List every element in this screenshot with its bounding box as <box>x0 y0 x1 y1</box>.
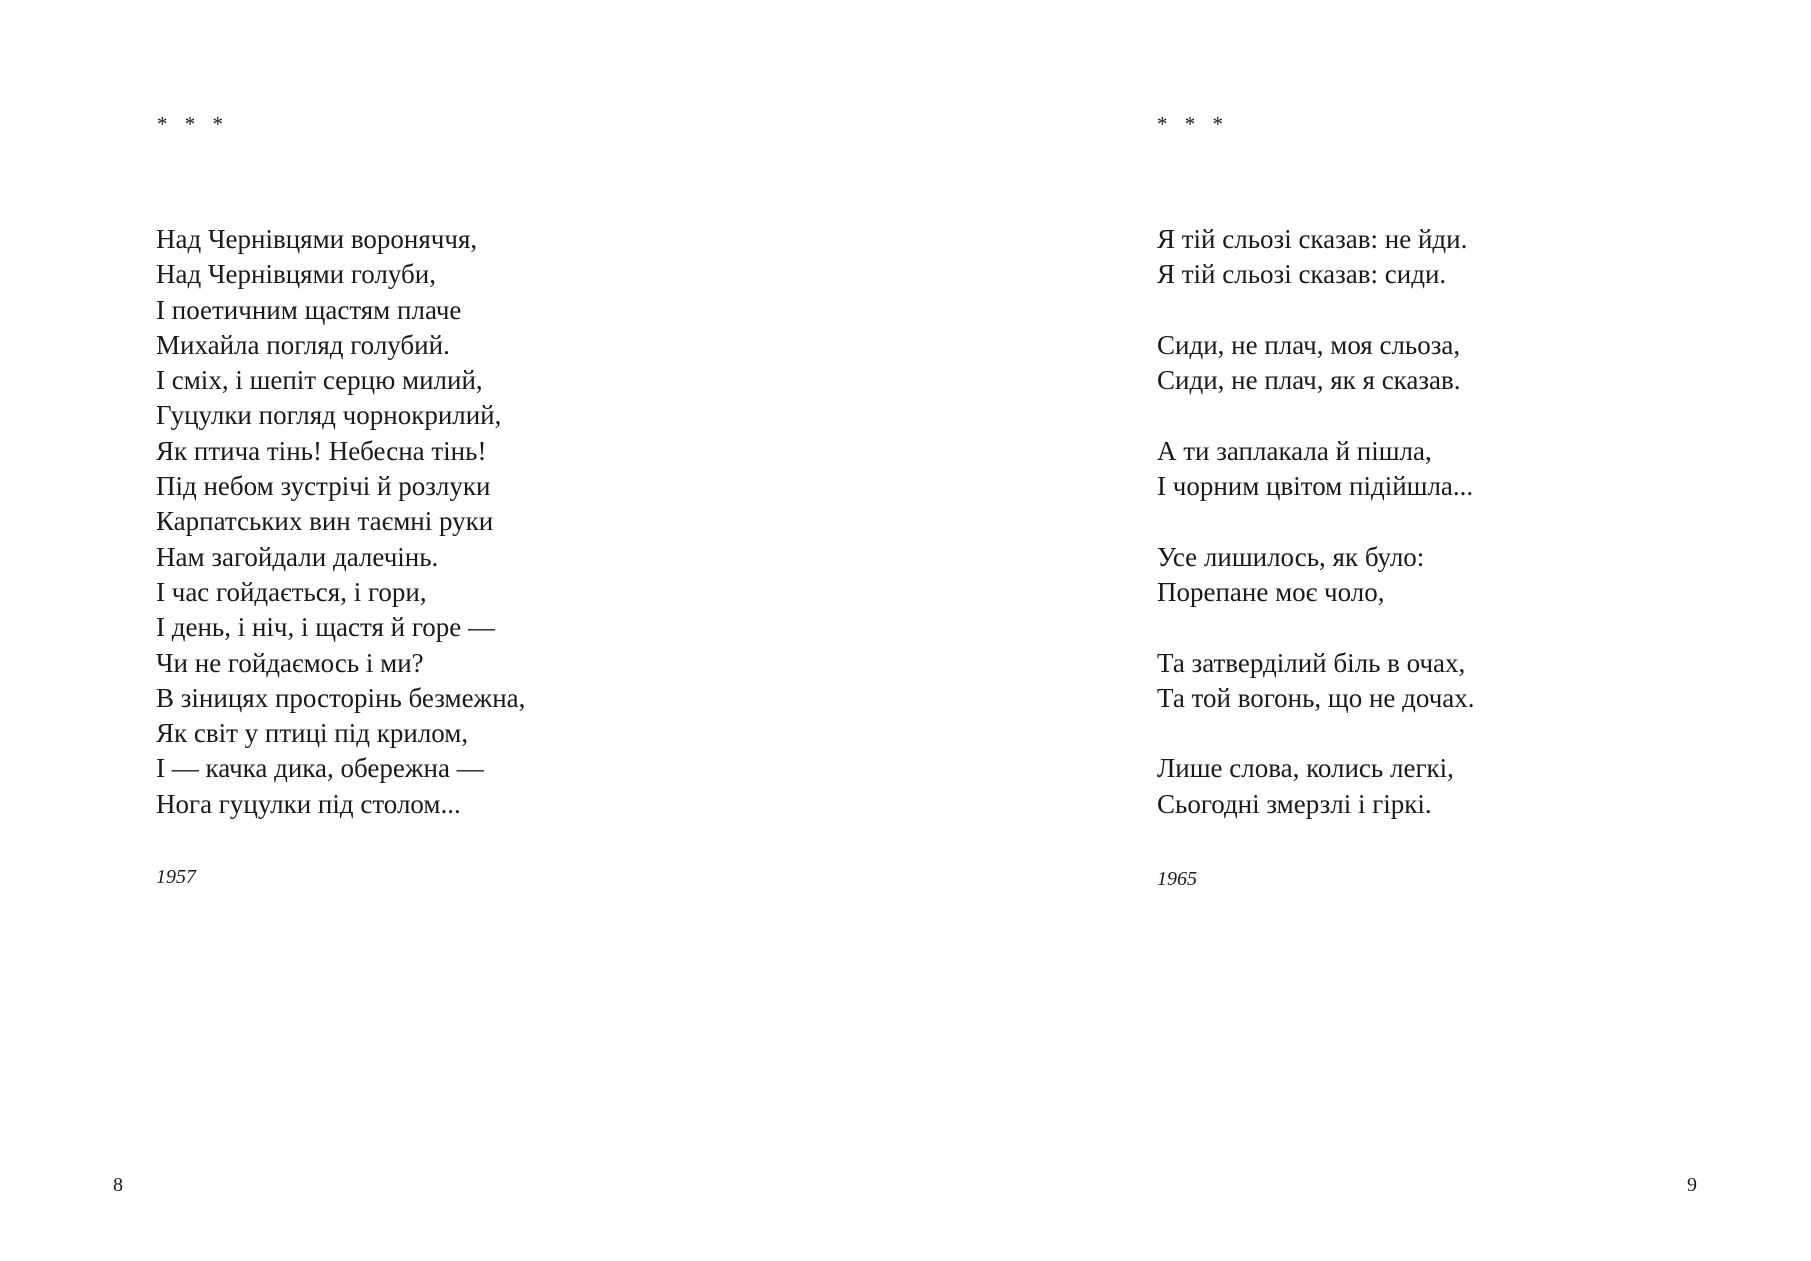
poem-line: Михайла погляд голубий. <box>156 329 450 360</box>
poem-line: Лише слова, колись легкі, <box>1157 753 1454 784</box>
poem-line: Як птича тінь! Небесна тінь! <box>156 435 487 466</box>
poem-line: В зіницях просторінь безмежна, <box>156 682 526 713</box>
poem-line: Сьогодні змерзлі і гіркі. <box>1157 788 1432 819</box>
poem-line: Гуцулки погляд чорнокрилий, <box>156 400 502 431</box>
poem-body <box>156 222 525 822</box>
poem-stanza <box>1157 222 1475 293</box>
poem-line: Чи не гойдаємось і ми? <box>156 647 424 678</box>
poem-line: Та затверділий біль в очах, <box>1157 647 1466 678</box>
poem-line: Над Чернівцями вороняччя, <box>156 224 478 254</box>
poem-line: І поетичним щастям плаче <box>156 294 462 325</box>
poem-line: І день, і ніч, і щастя й горе — <box>156 612 495 643</box>
poem-line: Порепане моє чоло, <box>1157 576 1385 607</box>
poem-line: Та той вогонь, що не дочах. <box>1157 682 1475 713</box>
poem-line: Сиди, не плач, як я сказав. <box>1157 365 1461 396</box>
poem-line: І час гойдається, і гори, <box>156 576 427 607</box>
poem-line: Я тій сльозі сказав: не йди. <box>1157 224 1468 254</box>
poem-line: Нога гуцулки під столом... <box>156 788 461 819</box>
poem-line: Я тій сльозі сказав: сиди. <box>1157 259 1447 290</box>
poem-line: А ти заплакала й пішла, <box>1157 435 1432 466</box>
poem-stanza <box>1157 646 1475 717</box>
poem-line: І — качка дика, обережна — <box>156 753 484 784</box>
poem-line: І сміх, і шепіт серцю милий, <box>156 365 483 396</box>
right-page <box>905 0 1811 1261</box>
poem-line: Під небом зустрічі й розлуки <box>156 471 491 502</box>
poem-year: 1957 <box>156 866 196 888</box>
poem-ornament: * * * <box>157 112 229 136</box>
page-number: 9 <box>1687 1174 1697 1196</box>
poem-line: Карпатських вин таємні руки <box>156 506 494 537</box>
poem-stanza <box>1157 751 1475 822</box>
poem-ornament: * * * <box>1157 112 1229 136</box>
poem-line: І чорним цвітом підійшла... <box>1157 471 1474 502</box>
page-number: 8 <box>113 1174 123 1196</box>
poem-year: 1965 <box>1157 868 1197 890</box>
poem-line: Над Чернівцями голуби, <box>156 259 436 290</box>
poem-body <box>1157 222 1475 822</box>
poem-line: Сиди, не плач, моя сльоза, <box>1157 329 1461 360</box>
poem-stanza <box>1157 328 1475 399</box>
poem-line: Усе лишилось, як було: <box>1157 541 1425 572</box>
left-page <box>0 0 905 1261</box>
poem-stanza <box>1157 540 1475 611</box>
poem-line: Нам загойдали далечінь. <box>156 541 439 572</box>
poem-stanza <box>1157 434 1475 505</box>
poem-line: Як світ у птиці під крилом, <box>156 718 469 749</box>
